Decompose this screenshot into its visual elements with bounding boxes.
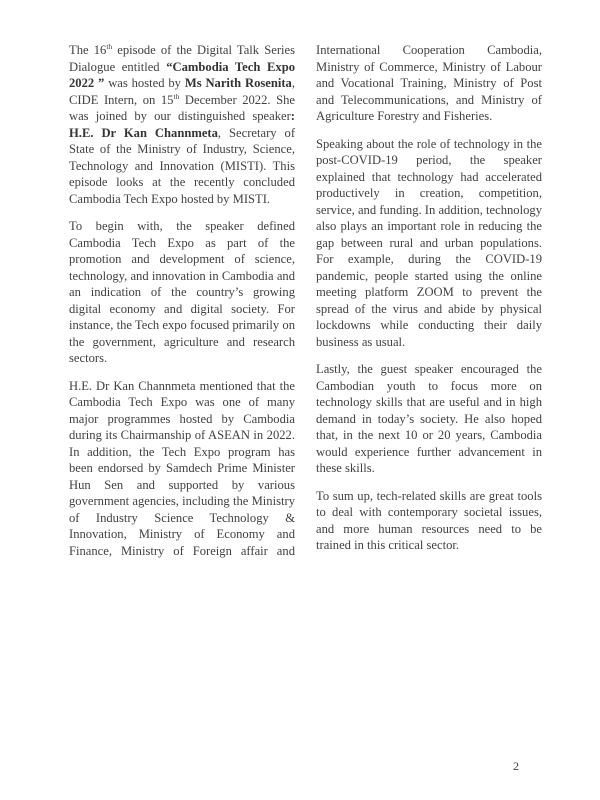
text-run: The 16	[69, 43, 107, 57]
superscript: th	[173, 91, 180, 101]
paragraph	[316, 42, 542, 125]
text-run: H.E. Dr Kan Channmeta	[69, 125, 218, 140]
text-run: :	[290, 109, 295, 123]
text-run: , Secretary of State of the Ministry of Industry, Science, Technology and Innovation (MISTI). This episode looks at the recently concluded Cambodia Tech Expo hosted by MISTI.	[69, 125, 296, 206]
paragraph	[316, 488, 542, 554]
text-run: Speaking about the role of technology in the post-COVID-19 period, the speaker explained that technology had accelerated productively in creation, competition, service, and funding. In addition, technology also plays an important role in reducing the gap between rural and urban populations. For example, during the COVID-19 pandemic, people started using the online meeting platform ZOOM to prevent the spread of the virus and abide by physical lockdowns while conducting their daily business as usual.	[316, 136, 542, 349]
text-run: Ms Narith Rosenita	[184, 76, 292, 90]
column-right	[316, 42, 542, 559]
text-run: H.E. Dr Kan Channmeta mentioned that the Cambodia Tech Expo was one of many major programmes hosted by Cambodia during its Chairmanship of ASEAN in 2022. In addition, the Tech Expo program has been endorsed by Samdech Prime Minister Hun Sen and supported by various government agencies, including the Ministry of Industry Science Technology & Innovation, Ministry of Economy and Finance, Ministry of Foreign affair and	[69, 378, 295, 558]
text-run: Lastly, the guest speaker encouraged the Cambodian youth to focus more on technology skills that are useful and in high demand in today’s society. He also hoped that, in the next 10 or 20 years, Cambodia would experience further advancement in these skills.	[316, 362, 542, 475]
paragraph	[69, 42, 295, 207]
text-run: To sum up, tech-related skills are great tools to deal with contemporary societal issues, and more human resources need to be trained in this critical sector.	[316, 488, 542, 552]
text-run: was hosted by	[104, 76, 185, 90]
paragraph	[69, 378, 295, 560]
paragraph	[69, 218, 295, 367]
text-run: International Cooperation Cambodia, Ministry of Commerce, Ministry of Labour and Vocational Training, Ministry of Post and Telecommunications, and Ministry of Agriculture Forestry and Fisheries.	[316, 43, 542, 123]
page-number: 2	[513, 759, 519, 773]
text-run: December 2022. She was joined by our distinguished speaker	[69, 92, 295, 123]
text-run: To begin with, the speaker defined Cambodia Tech Expo as part of the promotion and development of science, technology, and innovation in Cambodia and an indication of the country’s growing digital economy and digital society. For instance, the Tech expo focused primarily on the government, agriculture and research sectors.	[69, 219, 295, 365]
paragraph	[316, 361, 542, 477]
text-run: , CIDE Intern, on 15	[69, 76, 296, 107]
column-left	[69, 42, 295, 559]
text-run: “Cambodia Tech Expo 2022 ”	[69, 59, 296, 90]
text-run: episode of the Digital Talk Series Dialogue entitled	[69, 43, 295, 74]
superscript: th	[106, 41, 113, 51]
paragraph	[316, 136, 542, 351]
page-body	[69, 42, 542, 559]
